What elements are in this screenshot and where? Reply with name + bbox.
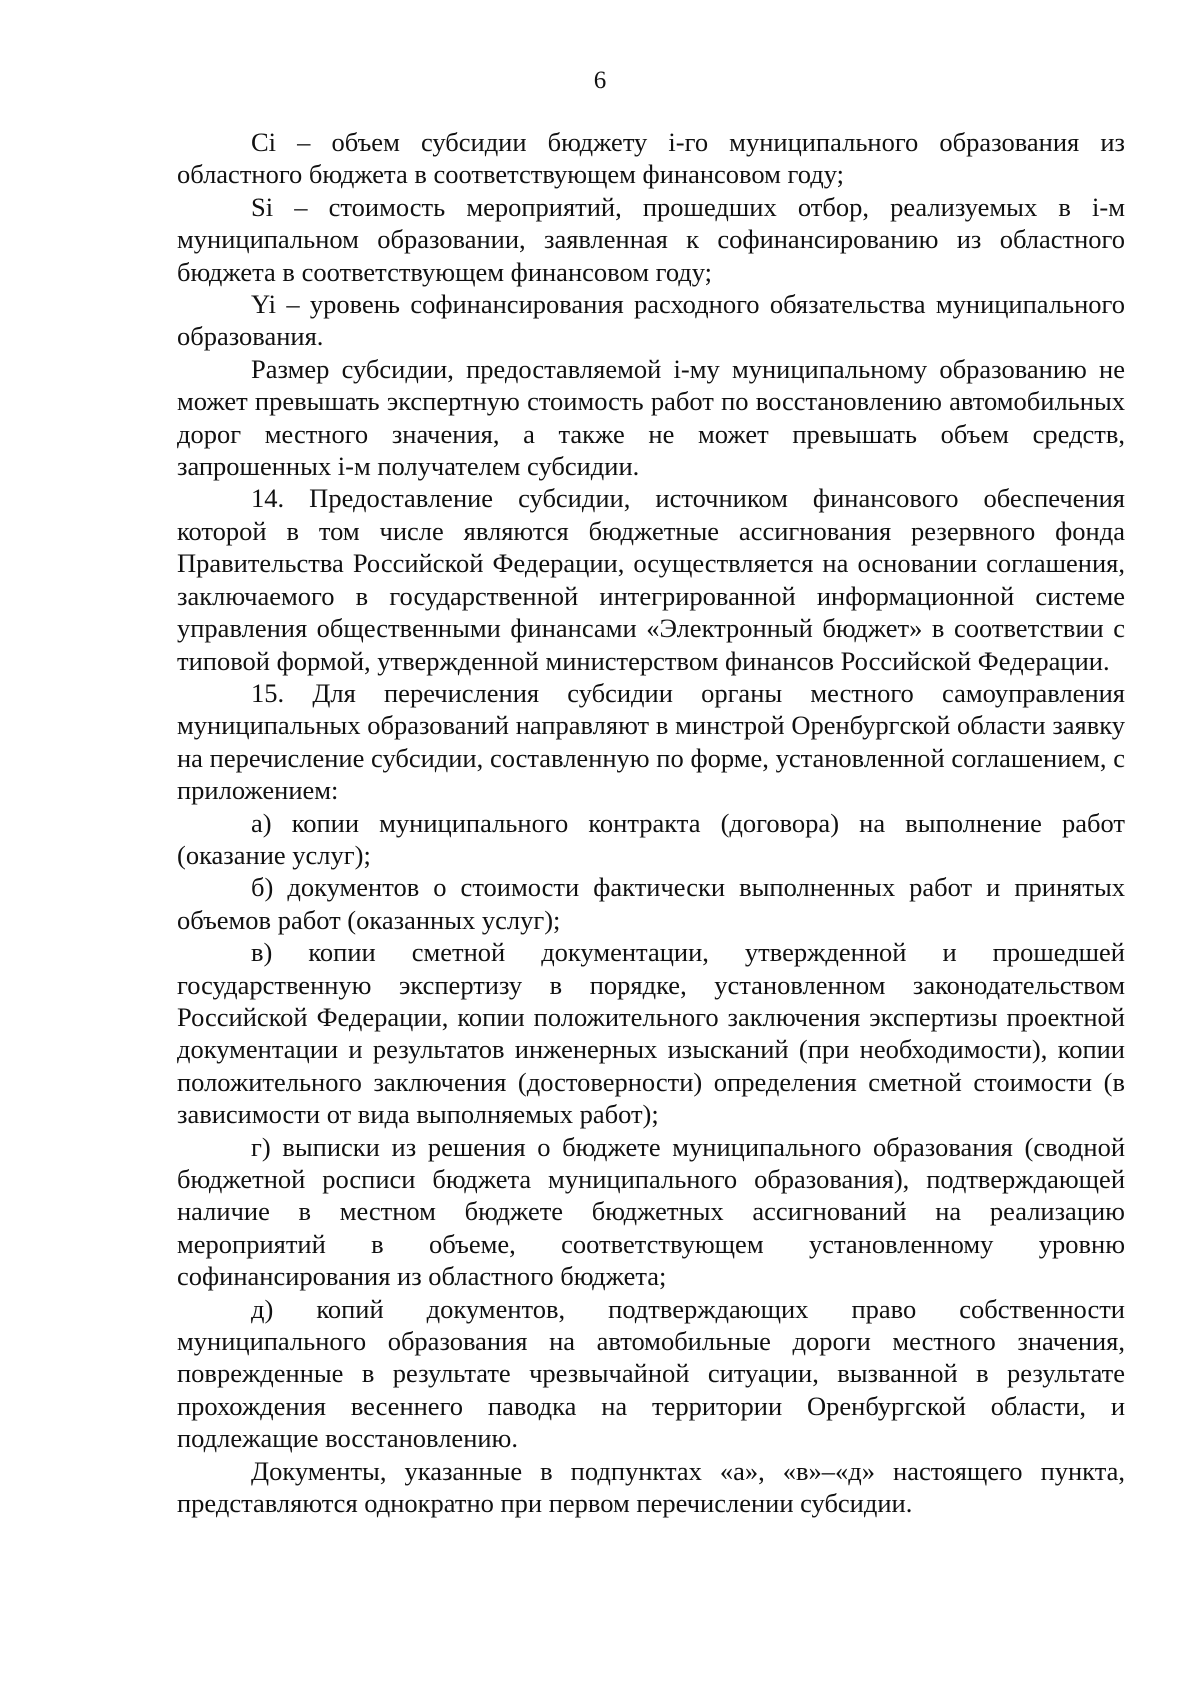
list-item-v: в) копии сметной документации, утвержденной и прошедшей государственную экспертизу в порядке, установленном законодательством Российской Федерации, копии положительного заключения экспертизы проектной документации и результатов инженерных изысканий (при необходимости), копии положительного заключения (достоверности) определения сметной стоимости (в зависимости от вида выполняемых работ); <box>177 937 1125 1130</box>
page-number: 6 <box>593 67 607 94</box>
list-item-g: г) выписки из решения о бюджете муниципального образования (сводной бюджетной росписи бюджета муниципального образования), подтверждающей наличие в местном бюджете бюджетных ассигнований на реализацию мероприятий в объеме, соответствующем установленному уровню софинансирования из областного бюджета; <box>177 1131 1125 1292</box>
paragraph-documents-once: Документы, указанные в подпунктах «а», «в»–«д» настоящего пункта, представляются однократно при первом перечислении субсидии. <box>177 1455 1125 1519</box>
list-item-a: а) копии муниципального контракта (договора) на выполнение работ (оказание услуг); <box>177 807 1125 870</box>
paragraph-yi-definition: Yi – уровень софинансирования расходного обязательства муниципального образования. <box>177 289 1125 352</box>
paragraph-ci-definition: Ci – объем субсидии бюджету i-го муниципального образования из областного бюджета в соответствующем финансовом году; <box>177 127 1125 190</box>
document-body <box>177 126 1125 1519</box>
list-item-d: д) копий документов, подтверждающих право собственности муниципального образования на автомобильные дороги местного значения, поврежденные в результате чрезвычайной ситуации, вызванной в результате прохождения весеннего паводка на территории Оренбургской области, и подлежащие восстановлению. <box>177 1293 1125 1454</box>
paragraph-si-definition: Si – стоимость мероприятий, прошедших отбор, реализуемых в i-м муниципальном образовании, заявленная к софинансированию из областного бюджета в соответствующем финансовом году; <box>177 191 1125 287</box>
paragraph-subsidy-limit: Размер субсидии, предоставляемой i-му муниципальному образованию не может превышать экспертную стоимость работ по восстановлению автомобильных дорог местного значения, а также не может превышать объем средств, запрошенных i-м получателем субсидии. <box>177 353 1125 482</box>
paragraph-clause-14: 14. Предоставление субсидии, источником финансового обеспечения которой в том числе являются бюджетные ассигнования резервного фонда Правительства Российской Федерации, осуществляется на основании соглашения, заключаемого в государственной интегрированной информационной системе управления общественными финансами «Электронный бюджет» в соответствии с типовой формой, утвержденной министерством финансов Российской Федерации. <box>177 483 1125 676</box>
list-item-b: б) документов о стоимости фактически выполненных работ и принятых объемов работ (оказанных услуг); <box>177 872 1125 935</box>
paragraph-clause-15: 15. Для перечисления субсидии органы местного самоуправления муниципальных образований направляют в минстрой Оренбургской области заявку на перечисление субсидии, составленную по форме, установленной соглашением, с приложением: <box>177 677 1125 806</box>
